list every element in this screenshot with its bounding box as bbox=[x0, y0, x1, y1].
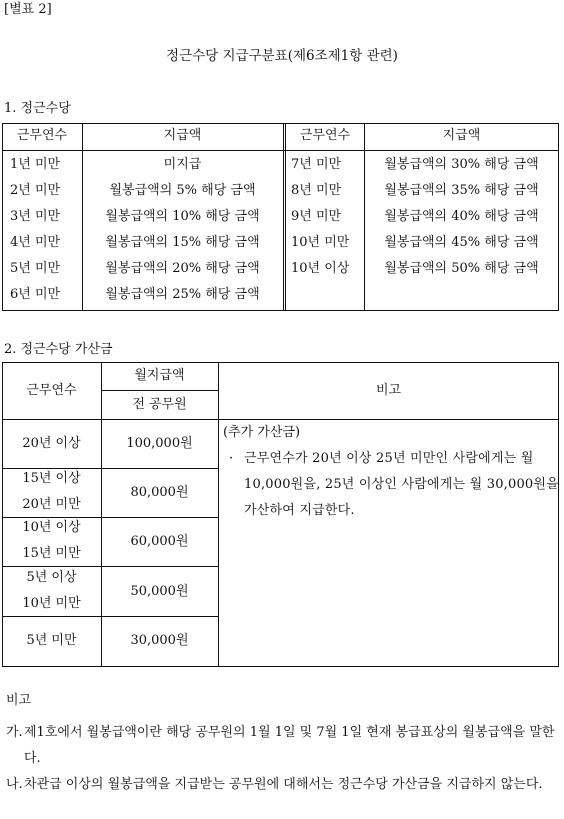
bonus-table bbox=[2, 362, 559, 667]
table-row-years: 5년 미만 bbox=[10, 261, 61, 276]
table-row-years: 9년 미만 bbox=[291, 209, 342, 224]
notes-heading: 비고 bbox=[6, 693, 32, 708]
header-monthly: 월지급액 bbox=[134, 368, 185, 383]
table-row-years: 6년 미만 bbox=[10, 287, 61, 302]
table-row-years: 2년 미만 bbox=[10, 183, 61, 198]
table-row-years: 5년 이상 10년 미만 bbox=[22, 570, 81, 611]
header-years-right: 근무연수 bbox=[299, 128, 351, 143]
table-row-years: 10년 미만 bbox=[291, 235, 350, 250]
table-row-years: 7년 미만 bbox=[291, 157, 342, 172]
table-row-years: 4년 미만 bbox=[10, 235, 61, 250]
page-title: 정근수당 지급구분표(제6조제1항 관련) bbox=[166, 48, 398, 64]
table-row-amount: 80,000원 bbox=[130, 485, 189, 500]
allowance-table bbox=[2, 123, 559, 311]
note-item bbox=[6, 720, 561, 772]
header-amount-left: 지급액 bbox=[163, 128, 202, 143]
remark-bullet: · bbox=[229, 451, 234, 466]
table-row-amount: 100,000원 bbox=[126, 436, 193, 451]
header-all-officials: 전 공무원 bbox=[132, 397, 187, 412]
table-row-amount: 월봉급액의 35% 해당 금액 bbox=[384, 183, 539, 198]
notes-section bbox=[6, 688, 561, 798]
header-remarks: 비고 bbox=[375, 383, 402, 398]
table-row-years: 1년 미만 bbox=[10, 157, 61, 172]
section1-heading: 1. 정근수당 bbox=[4, 101, 71, 116]
table-row-years: 20년 이상 bbox=[22, 436, 81, 451]
remark-text: 근무연수가 20년 이상 25년 미만인 사람에게는 월 10,000원을, 25년 이상인 사람에게는 월 30,000원을 가산하여 지급한다. bbox=[244, 451, 559, 518]
table-row-years: 3년 미만 bbox=[10, 209, 61, 224]
note-text: 차관급 이상의 월봉급액을 지급받는 공무원에 대해서는 정근수당 가산금을 지급하지 않는다. bbox=[24, 777, 543, 792]
header-amount-right: 지급액 bbox=[442, 128, 481, 143]
table-row-amount: 월봉급액의 50% 해당 금액 bbox=[384, 261, 539, 276]
note-text: 제1호에서 월봉급액이란 해당 공무원의 1월 1일 및 7월 1일 현재 봉급표상의 월봉급액을 말한다. bbox=[24, 725, 555, 766]
table-row-amount: 50,000원 bbox=[130, 584, 189, 599]
note-label: 나. bbox=[6, 777, 23, 792]
table-row-amount: 미지급 bbox=[163, 157, 202, 172]
header-years: 근무연수 bbox=[26, 383, 77, 398]
note-item bbox=[6, 772, 561, 798]
table-row-years: 5년 미만 bbox=[26, 633, 77, 648]
header-years-left: 근무연수 bbox=[16, 128, 68, 143]
table-row-years: 10년 이상 15년 미만 bbox=[22, 520, 81, 561]
table-row-years: 8년 미만 bbox=[291, 183, 342, 198]
table-row-amount: 60,000원 bbox=[130, 534, 189, 549]
table-row-years: 10년 이상 bbox=[291, 261, 350, 276]
table-row-amount: 월봉급액의 5% 해당 금액 bbox=[109, 183, 256, 198]
table-row-amount: 월봉급액의 45% 해당 금액 bbox=[384, 235, 539, 250]
table-row-years: 15년 이상 20년 미만 bbox=[22, 471, 81, 512]
table-row-amount: 월봉급액의 30% 해당 금액 bbox=[384, 157, 539, 172]
table-row-amount: 월봉급액의 15% 해당 금액 bbox=[105, 235, 260, 250]
annex-label: [별표 2] bbox=[4, 2, 52, 17]
table-row-amount: 월봉급액의 20% 해당 금액 bbox=[105, 261, 260, 276]
table-row-amount: 30,000원 bbox=[130, 633, 189, 648]
note-label: 가. bbox=[6, 725, 23, 740]
table-row-amount: 월봉급액의 40% 해당 금액 bbox=[384, 209, 539, 224]
section2-heading: 2. 정근수당 가산금 bbox=[4, 342, 113, 357]
table-row-amount: 월봉급액의 10% 해당 금액 bbox=[105, 209, 260, 224]
remark-title: (추가 가산금) bbox=[223, 425, 301, 440]
table-row-amount: 월봉급액의 25% 해당 금액 bbox=[105, 287, 260, 302]
